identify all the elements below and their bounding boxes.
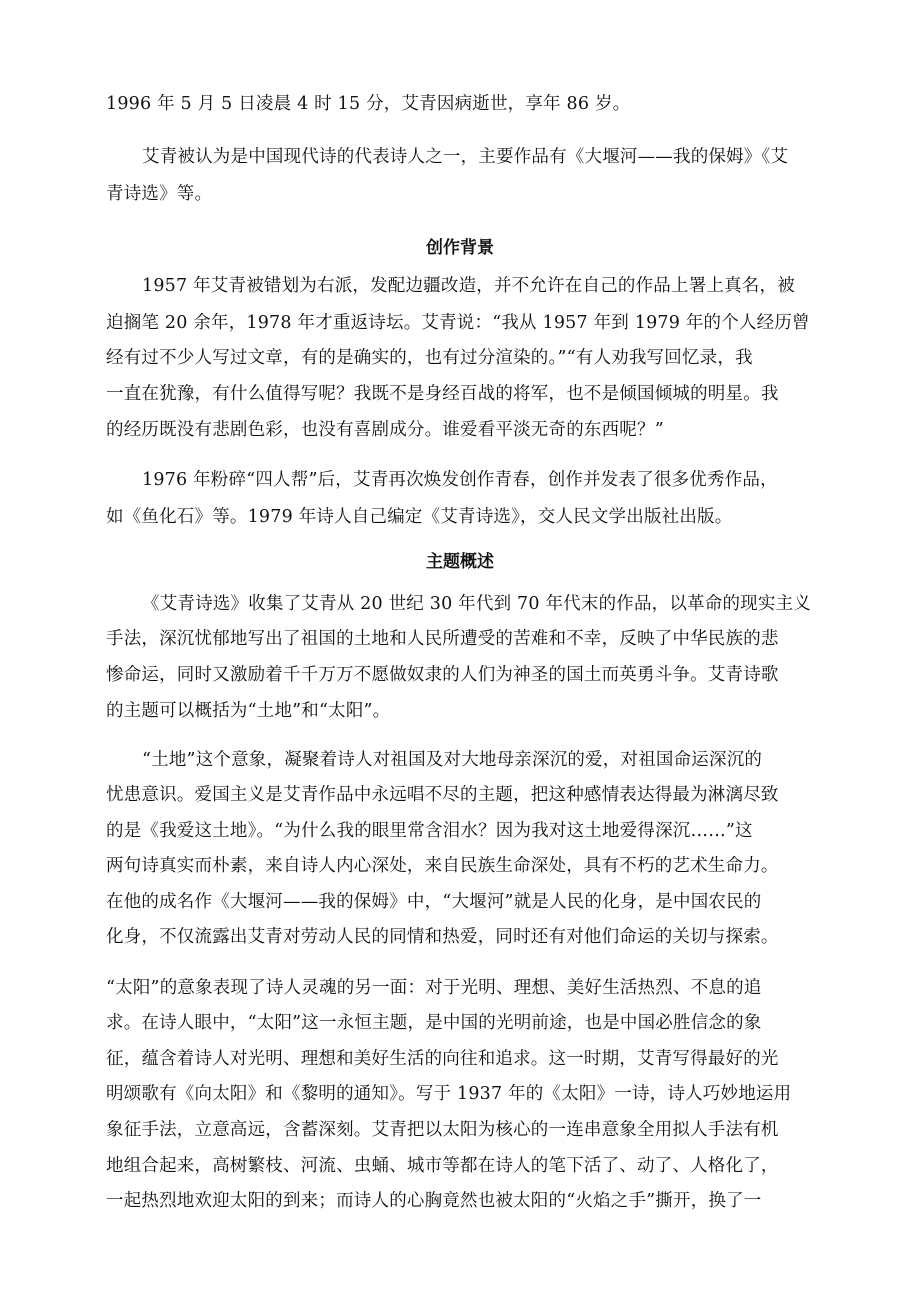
text-line: 两句诗真实而朴素，来自诗人内心深处，来自民族生命深处，具有不朽的艺术生命力。	[106, 856, 779, 876]
text-line: 艾青被认为是中国现代诗的代表诗人之一，主要作品有《大堰河——我的保姆》《艾	[142, 147, 789, 167]
text-line: 1957 年艾青被错划为右派，发配边疆改造，并不允许在自己的作品上署上真名，被	[142, 276, 795, 296]
text-line: 的主题可以概括为“土地”和“太阳”。	[106, 701, 391, 721]
text-line: 手法，深沉忧郁地写出了祖国的土地和人民所遭受的苦难和不幸，反映了中华民族的悲	[106, 629, 779, 649]
text-line: 青诗选》等。	[106, 184, 213, 204]
section-heading-background: 创作背景	[426, 238, 494, 258]
text-line: 迫搁笔 20 余年，1978 年才重返诗坛。艾青说：“我从 1957 年到 1979 年的个人经历曾	[106, 313, 810, 333]
text-line: 的是《我爱这土地》。“为什么我的眼里常含泪水？因为我对这土地爱得深沉……”这	[106, 821, 753, 841]
text-line: 一起热烈地欢迎太阳的到来；而诗人的心胸竟然也被太阳的“火焰之手”撕开，换了一	[106, 1191, 762, 1211]
text-line: “太阳”的意象表现了诗人灵魂的另一面：对于光明、理想、美好生活热烈、不息的追	[106, 978, 762, 998]
text-line: 象征手法，立意高远，含蓄深刻。艾青把以太阳为核心的一连串意象全用拟人手法有机	[106, 1120, 779, 1140]
text-line: 的经历既没有悲剧色彩，也没有喜剧成分。谁爱看平淡无奇的东西呢？”	[106, 420, 664, 440]
text-line: 1976 年粉碎“四人帮”后，艾青再次焕发创作青春，创作并发表了很多优秀作品，	[142, 470, 778, 490]
text-line: 求。在诗人眼中，“太阳”这一永恒主题，是中国的光明前途，也是中国必胜信念的象	[106, 1013, 762, 1033]
text-line: 经有过不少人写过文章，有的是确实的，也有过分渲染的。”“有人劝我写回忆录，我	[106, 348, 753, 368]
text-line: 惨命运，同时又激励着千千万万不愿做奴隶的人们为神圣的国土而英勇斗争。艾青诗歌	[106, 665, 779, 685]
text-line: 《艾青诗选》收集了艾青从 20 世纪 30 年代到 70 年代末的作品，以革命的现实主义	[142, 594, 811, 614]
text-line: 一直在犹豫，有什么值得写呢？我既不是身经百战的将军，也不是倾国倾城的明星。我	[106, 384, 779, 404]
text-line: 如《鱼化石》等。1979 年诗人自己编定《艾青诗选》，交人民文学出版社出版。	[106, 507, 733, 527]
text-line: 征，蕴含着诗人对光明、理想和美好生活的向往和追求。这一时期，艾青写得最好的光	[106, 1049, 779, 1069]
text-line: 在他的成名作《大堰河——我的保姆》中，“大堰河”就是人民的化身，是中国农民的	[106, 892, 762, 912]
text-line: 化身，不仅流露出艾青对劳动人民的同情和热爱，同时还有对他们命运的关切与探索。	[106, 927, 779, 947]
text-line: 1996 年 5 月 5 日凌晨 4 时 15 分，艾青因病逝世，享年 86 岁。	[106, 94, 631, 114]
section-heading-theme: 主题概述	[426, 552, 494, 572]
text-line: 明颂歌有《向太阳》和《黎明的通知》。写于 1937 年的《太阳》一诗，诗人巧妙地运用	[106, 1084, 792, 1104]
text-line: 忧患意识。爱国主义是艾青作品中永远唱不尽的主题，把这种感情表达得最为淋漓尽致	[106, 785, 779, 805]
text-line: “土地”这个意象，凝聚着诗人对祖国及对大地母亲深沉的爱，对祖国命运深沉的	[142, 750, 763, 770]
text-line: 地组合起来，高树繁枝、河流、虫蛹、城市等都在诗人的笔下活了、动了、人格化了，	[106, 1156, 779, 1176]
